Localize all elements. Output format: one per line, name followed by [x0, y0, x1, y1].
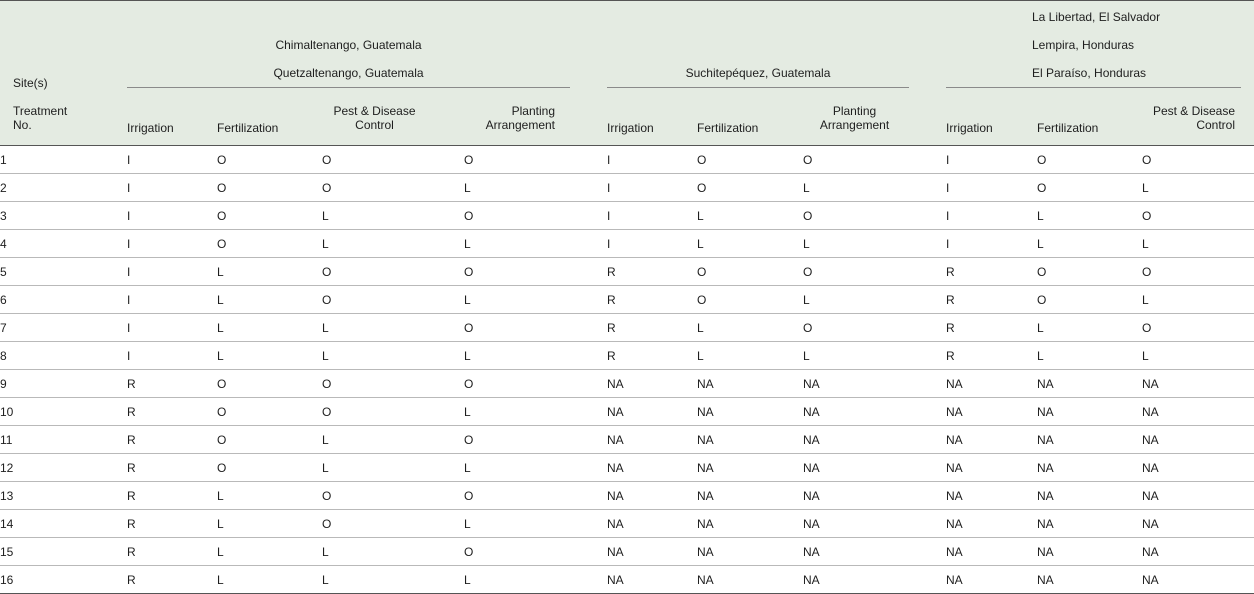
table-row: [0, 398, 1254, 426]
treatment-number-cell: 8: [0, 342, 127, 370]
treatment-level-cell: NA: [946, 426, 1037, 454]
treatment-level-cell: O: [322, 370, 464, 398]
treatment-level-cell: NA: [697, 482, 803, 510]
treatment-level-cell: O: [322, 482, 464, 510]
treatment-level-cell: NA: [1037, 538, 1142, 566]
treatment-level-cell: L: [464, 286, 607, 314]
treatment-level-cell: O: [217, 370, 322, 398]
treatment-level-cell: O: [464, 482, 607, 510]
treatment-level-cell: NA: [1037, 426, 1142, 454]
treatment-level-cell: I: [946, 230, 1037, 258]
treatment-level-cell: NA: [1142, 538, 1254, 566]
treatment-level-cell: L: [697, 202, 803, 230]
table-row: [0, 426, 1254, 454]
treatment-level-cell: L: [217, 342, 322, 370]
treatment-level-cell: NA: [697, 370, 803, 398]
treatment-level-cell: L: [217, 258, 322, 286]
treatment-level-cell: NA: [803, 482, 946, 510]
site-group-3-line-2: Lempira, Honduras: [1032, 38, 1135, 52]
table-row: [0, 202, 1254, 230]
treatment-level-cell: NA: [607, 566, 697, 594]
treatment-number-cell: 9: [0, 370, 127, 398]
treatment-level-cell: NA: [1037, 510, 1142, 538]
treatment-level-cell: L: [464, 510, 607, 538]
treatment-level-cell: NA: [697, 566, 803, 594]
treatment-level-cell: R: [946, 286, 1037, 314]
table-row: [0, 454, 1254, 482]
treatment-number-cell: 5: [0, 258, 127, 286]
treatment-level-cell: L: [1142, 230, 1254, 258]
treatment-level-cell: L: [322, 426, 464, 454]
treatment-level-cell: L: [1142, 174, 1254, 202]
col-planting-2: Planting Arrangement: [819, 104, 890, 132]
treatment-level-cell: L: [217, 482, 322, 510]
treatment-level-cell: L: [217, 566, 322, 594]
treatment-level-cell: NA: [607, 398, 697, 426]
col-pest-disease-1: Pest & Disease Control: [333, 104, 416, 132]
treatment-level-cell: L: [1037, 314, 1142, 342]
treatment-level-cell: O: [1037, 174, 1142, 202]
treatment-number-cell: 15: [0, 538, 127, 566]
treatment-level-cell: I: [127, 314, 217, 342]
treatment-level-cell: L: [464, 174, 607, 202]
treatment-level-cell: R: [607, 258, 697, 286]
treatment-level-cell: O: [322, 174, 464, 202]
table-row: [0, 258, 1254, 286]
treatment-number-cell: 3: [0, 202, 127, 230]
col-fertilization-3: Fertilization: [1037, 121, 1099, 135]
treatment-level-cell: NA: [697, 426, 803, 454]
treatment-level-cell: NA: [607, 370, 697, 398]
treatment-number-cell: 11: [0, 426, 127, 454]
col-irrigation-2: Irrigation: [607, 121, 654, 135]
table-row: [0, 146, 1254, 174]
treatment-level-cell: NA: [803, 370, 946, 398]
treatment-level-cell: NA: [946, 454, 1037, 482]
treatment-level-cell: O: [464, 258, 607, 286]
site-group-3-line-1: La Libertad, El Salvador: [1032, 10, 1161, 24]
col-irrigation-1: Irrigation: [127, 121, 174, 135]
treatment-level-cell: L: [217, 286, 322, 314]
treatment-level-cell: O: [697, 286, 803, 314]
treatment-level-cell: NA: [1142, 566, 1254, 594]
treatment-level-cell: R: [127, 426, 217, 454]
treatment-level-cell: O: [464, 538, 607, 566]
treatment-level-cell: O: [464, 426, 607, 454]
treatment-level-cell: NA: [1142, 482, 1254, 510]
treatment-level-cell: L: [464, 566, 607, 594]
treatment-level-cell: I: [607, 174, 697, 202]
table-row: [0, 566, 1254, 594]
treatment-level-cell: NA: [946, 482, 1037, 510]
treatment-level-cell: L: [217, 314, 322, 342]
site-group-3-line-3: El Paraíso, Honduras: [1032, 66, 1147, 80]
treatment-level-cell: NA: [697, 510, 803, 538]
treatment-level-cell: I: [946, 202, 1037, 230]
treatment-level-cell: L: [322, 454, 464, 482]
table-row: [0, 314, 1254, 342]
treatment-level-cell: O: [803, 146, 946, 174]
table-row: [0, 174, 1254, 202]
treatment-level-cell: R: [127, 510, 217, 538]
treatment-level-cell: NA: [1142, 398, 1254, 426]
table-body: [0, 146, 1254, 594]
treatment-level-cell: NA: [1142, 370, 1254, 398]
col-irrigation-3: Irrigation: [946, 121, 993, 135]
treatment-level-cell: NA: [803, 454, 946, 482]
sites-label: Site(s): [13, 76, 48, 90]
treatment-level-cell: NA: [1142, 454, 1254, 482]
treatment-level-cell: O: [1142, 202, 1254, 230]
treatment-level-cell: L: [697, 230, 803, 258]
treatment-level-cell: NA: [946, 398, 1037, 426]
treatment-level-cell: NA: [607, 426, 697, 454]
treatment-level-cell: L: [322, 202, 464, 230]
treatment-level-cell: L: [803, 174, 946, 202]
treatment-level-cell: L: [322, 342, 464, 370]
treatment-number-cell: 6: [0, 286, 127, 314]
treatment-level-cell: L: [322, 314, 464, 342]
treatment-level-cell: I: [127, 202, 217, 230]
treatment-level-cell: I: [946, 146, 1037, 174]
treatment-number-cell: 4: [0, 230, 127, 258]
site-group-2-line-1: Suchitepéquez, Guatemala: [685, 66, 831, 80]
treatment-level-cell: L: [322, 538, 464, 566]
treatment-level-cell: I: [127, 146, 217, 174]
treatment-level-cell: O: [217, 202, 322, 230]
treatment-level-cell: R: [127, 538, 217, 566]
treatment-level-cell: R: [946, 258, 1037, 286]
col-fertilization-2: Fertilization: [697, 121, 759, 135]
treatment-level-cell: O: [464, 146, 607, 174]
treatment-level-cell: O: [697, 146, 803, 174]
treatment-level-cell: R: [946, 342, 1037, 370]
table-row: [0, 342, 1254, 370]
treatment-level-cell: NA: [1037, 398, 1142, 426]
table-row: [0, 510, 1254, 538]
treatment-level-cell: O: [217, 174, 322, 202]
treatment-level-cell: R: [946, 314, 1037, 342]
treatment-number-cell: 12: [0, 454, 127, 482]
treatment-number-cell: 7: [0, 314, 127, 342]
treatment-level-cell: O: [322, 398, 464, 426]
treatment-level-cell: I: [607, 230, 697, 258]
treatment-level-cell: L: [322, 230, 464, 258]
treatment-level-cell: NA: [946, 510, 1037, 538]
treatment-level-cell: NA: [946, 538, 1037, 566]
treatment-level-cell: NA: [607, 454, 697, 482]
treatment-level-cell: R: [127, 454, 217, 482]
treatment-level-cell: R: [607, 342, 697, 370]
treatment-level-cell: O: [1037, 286, 1142, 314]
treatment-level-cell: NA: [697, 538, 803, 566]
treatment-number-cell: 10: [0, 398, 127, 426]
treatment-level-cell: L: [464, 398, 607, 426]
treatment-level-cell: O: [217, 230, 322, 258]
treatment-level-cell: NA: [607, 538, 697, 566]
treatment-level-cell: L: [322, 566, 464, 594]
treatment-level-cell: O: [322, 146, 464, 174]
treatment-level-cell: O: [1037, 258, 1142, 286]
treatment-level-cell: NA: [803, 510, 946, 538]
treatment-level-cell: I: [946, 174, 1037, 202]
treatment-level-cell: L: [1142, 286, 1254, 314]
treatment-level-cell: R: [127, 566, 217, 594]
treatment-number-cell: 14: [0, 510, 127, 538]
treatment-level-cell: O: [464, 314, 607, 342]
treatment-level-cell: NA: [803, 538, 946, 566]
treatment-level-cell: O: [217, 426, 322, 454]
col-fertilization-1: Fertilization: [217, 121, 279, 135]
treatment-level-cell: NA: [1037, 454, 1142, 482]
treatment-label: Treatment No.: [13, 104, 68, 132]
treatment-level-cell: O: [803, 258, 946, 286]
treatment-level-cell: I: [127, 258, 217, 286]
treatment-number-cell: 13: [0, 482, 127, 510]
treatment-level-cell: L: [1142, 342, 1254, 370]
treatment-level-cell: O: [322, 286, 464, 314]
site-group-1-line-1: Chimaltenango, Guatemala: [275, 38, 422, 52]
treatment-level-cell: R: [127, 482, 217, 510]
treatment-level-cell: R: [607, 286, 697, 314]
treatment-level-cell: NA: [607, 510, 697, 538]
treatment-level-cell: NA: [803, 398, 946, 426]
treatment-level-cell: L: [803, 286, 946, 314]
treatment-number-cell: 16: [0, 566, 127, 594]
treatment-level-cell: NA: [946, 370, 1037, 398]
treatment-level-cell: NA: [1037, 482, 1142, 510]
treatment-level-cell: L: [464, 230, 607, 258]
treatment-level-cell: I: [127, 230, 217, 258]
treatment-level-cell: O: [697, 174, 803, 202]
treatment-level-cell: I: [607, 146, 697, 174]
treatment-level-cell: O: [803, 202, 946, 230]
treatment-level-cell: O: [1142, 314, 1254, 342]
treatment-level-cell: O: [217, 398, 322, 426]
treatment-level-cell: NA: [1142, 510, 1254, 538]
treatment-level-cell: L: [803, 230, 946, 258]
treatment-level-cell: L: [1037, 230, 1142, 258]
treatment-level-cell: L: [217, 510, 322, 538]
treatment-level-cell: NA: [803, 426, 946, 454]
table-row: [0, 538, 1254, 566]
treatment-level-cell: O: [464, 202, 607, 230]
treatment-level-cell: L: [697, 314, 803, 342]
treatment-level-cell: O: [803, 314, 946, 342]
treatment-level-cell: L: [1037, 342, 1142, 370]
site-group-1-rule: [127, 87, 570, 88]
table-row: [0, 370, 1254, 398]
treatment-level-cell: L: [1037, 202, 1142, 230]
treatment-level-cell: I: [127, 174, 217, 202]
treatment-level-cell: L: [803, 342, 946, 370]
site-group-3-rule: [946, 87, 1241, 88]
treatment-level-cell: O: [217, 146, 322, 174]
treatment-level-cell: NA: [1037, 370, 1142, 398]
table-row: [0, 230, 1254, 258]
treatment-level-cell: NA: [1037, 566, 1142, 594]
treatment-level-cell: L: [464, 454, 607, 482]
treatment-level-cell: NA: [1142, 426, 1254, 454]
treatment-level-cell: O: [1037, 146, 1142, 174]
treatment-level-cell: O: [322, 258, 464, 286]
site-group-1-line-2: Quetzaltenango, Guatemala: [273, 66, 424, 80]
treatment-level-cell: NA: [803, 566, 946, 594]
treatment-level-cell: O: [217, 454, 322, 482]
treatment-level-cell: L: [697, 342, 803, 370]
treatment-level-cell: R: [127, 370, 217, 398]
treatment-level-cell: NA: [946, 566, 1037, 594]
treatment-level-cell: I: [127, 342, 217, 370]
treatment-level-cell: I: [607, 202, 697, 230]
treatment-level-cell: R: [127, 398, 217, 426]
treatment-level-cell: I: [127, 286, 217, 314]
treatment-level-cell: L: [464, 342, 607, 370]
site-group-2-rule: [607, 87, 909, 88]
treatment-level-cell: O: [1142, 146, 1254, 174]
treatment-number-cell: 2: [0, 174, 127, 202]
treatment-level-cell: NA: [697, 454, 803, 482]
treatment-level-cell: R: [607, 314, 697, 342]
treatment-level-cell: O: [464, 370, 607, 398]
table-row: [0, 286, 1254, 314]
treatment-level-cell: O: [1142, 258, 1254, 286]
col-pest-disease-3: Pest & Disease Control: [1152, 104, 1235, 132]
treatment-level-cell: O: [322, 510, 464, 538]
treatment-number-cell: 1: [0, 146, 127, 174]
table-row: [0, 482, 1254, 510]
treatment-level-cell: L: [217, 538, 322, 566]
treatment-level-cell: NA: [607, 482, 697, 510]
col-planting-1: Planting Arrangement: [485, 104, 555, 132]
treatment-level-cell: NA: [697, 398, 803, 426]
treatment-level-cell: O: [697, 258, 803, 286]
